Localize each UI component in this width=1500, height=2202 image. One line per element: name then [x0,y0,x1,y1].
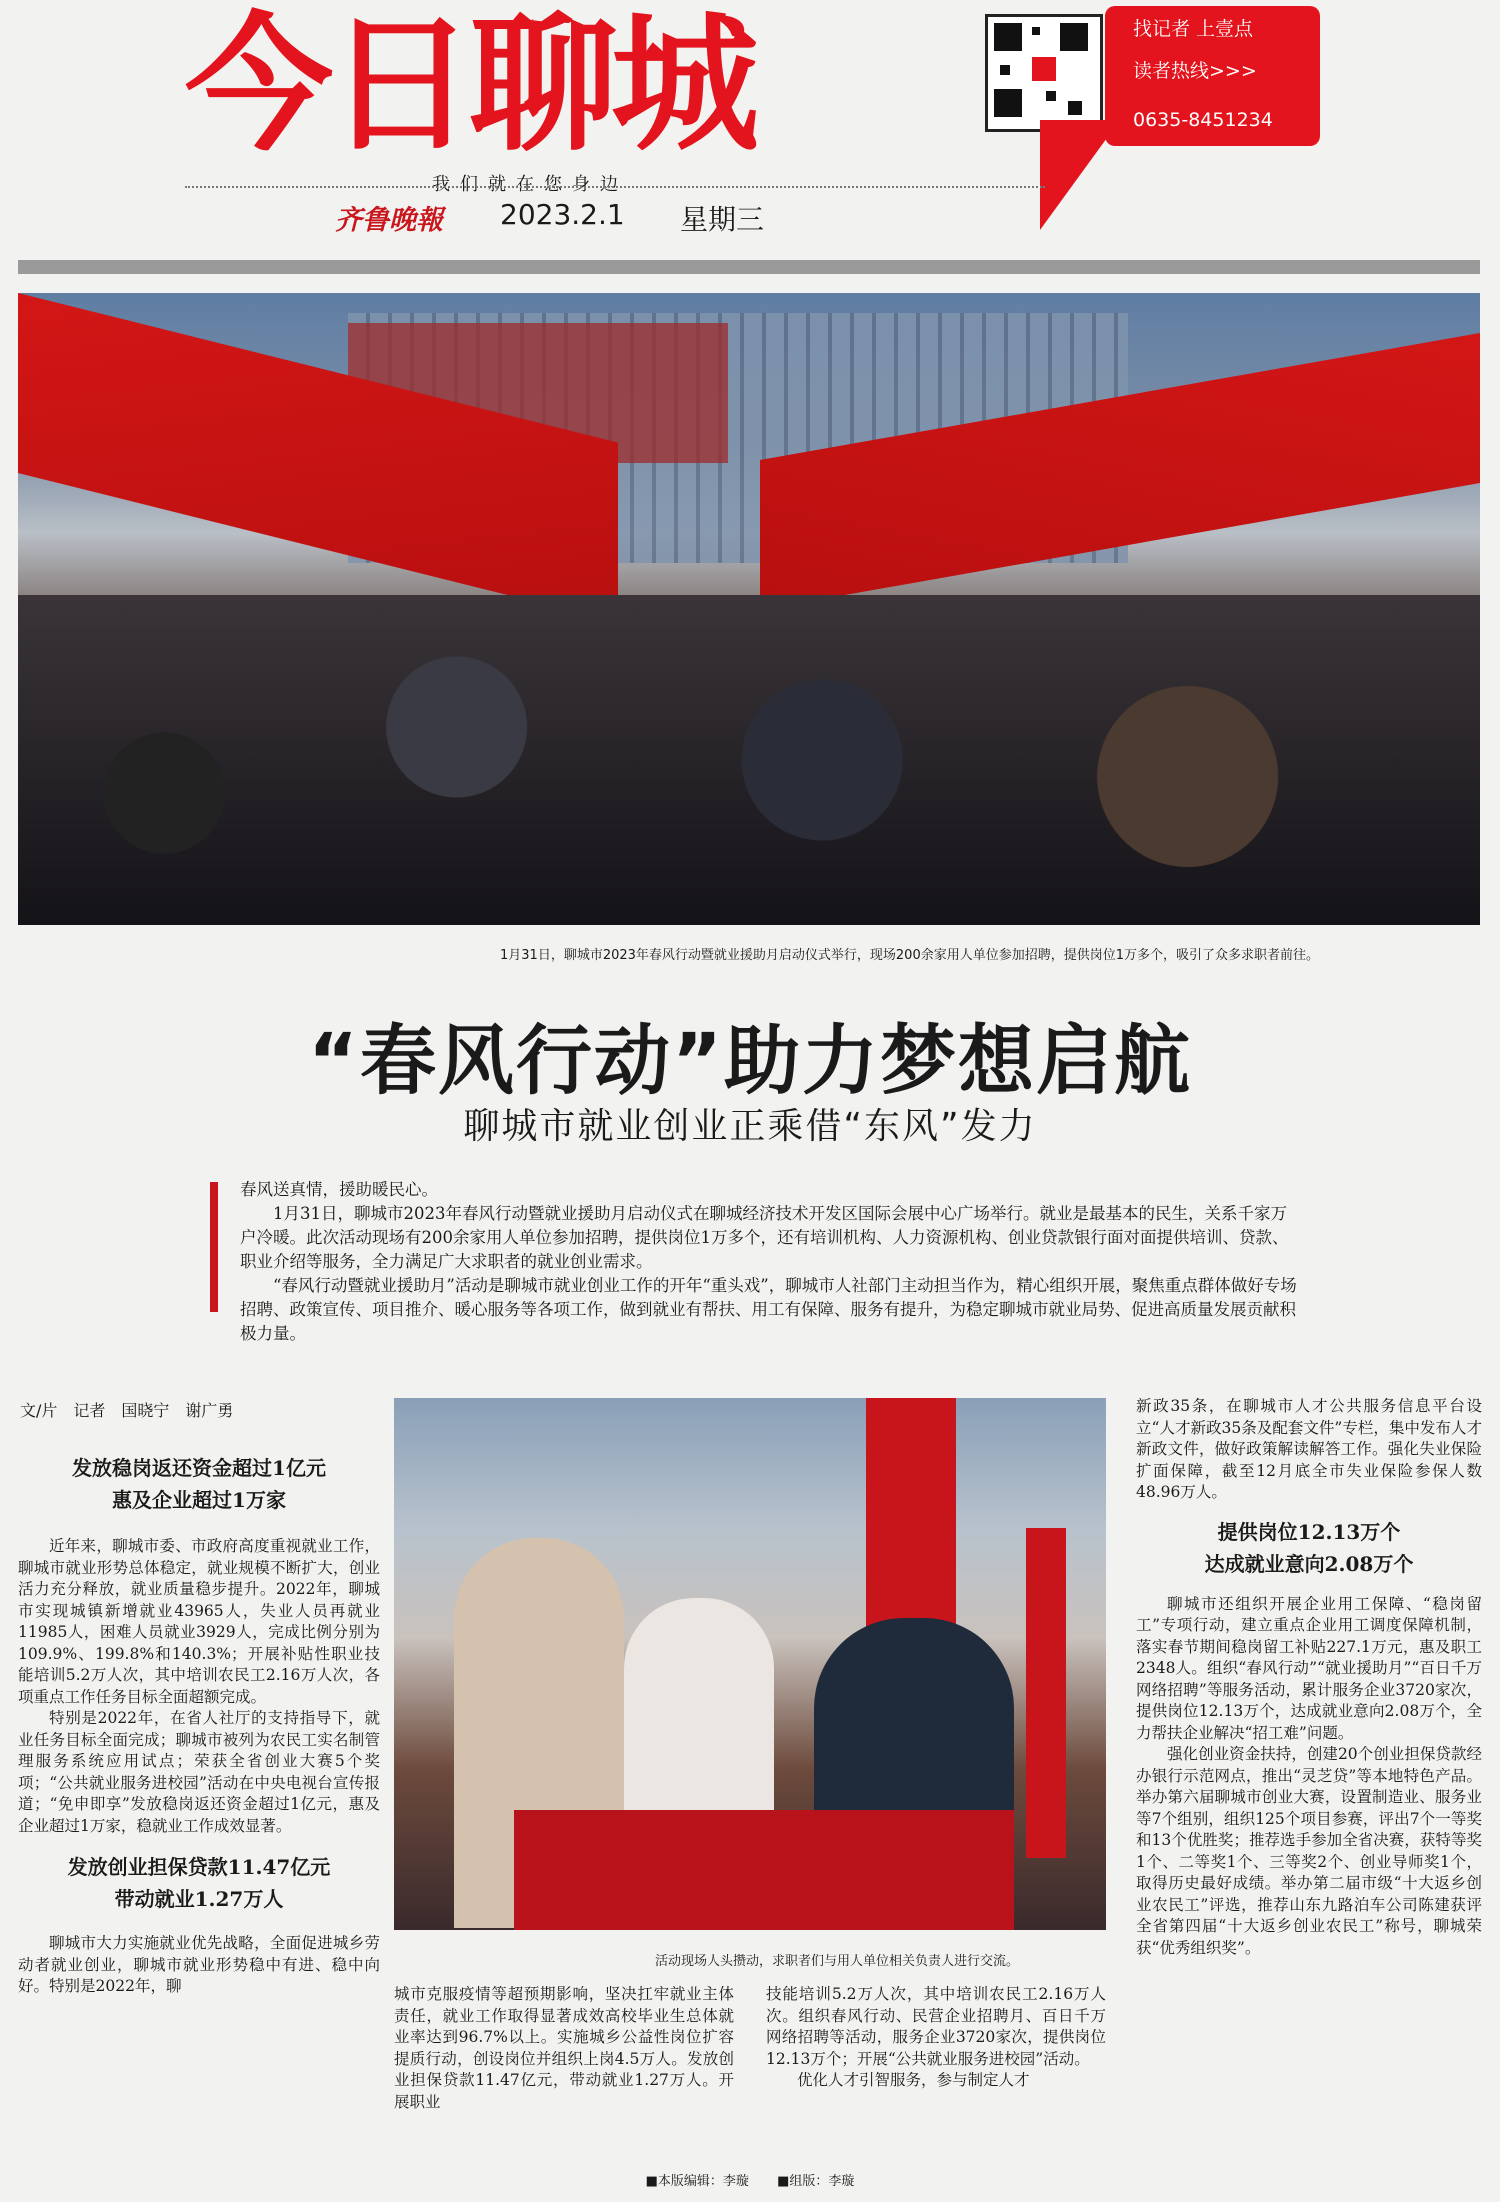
lead-paragraph: 1月31日，聊城市2023年春风行动暨就业援助月启动仪式在聊城经济技术开发区国际会展中心广场举行。就业是最基本的民生，关系千家万户冷暖。此次活动现场有200余家用人单位参加招聘，提供岗位1万多个，还有培训机构、人力资源机构、创业贷款银行面对面提供培训、贷款、职业介绍等服务，全力满足广大求职者的就业创业需求。 [240,1204,1289,1271]
column-3: 技能培训5.2万人次，其中培训农民工2.16万人次。组织春风行动、民营企业招聘月、百日千万网络招聘等活动，服务企业3720家次，提供岗位12.13万个；开展“公共就业服务进校园”活动。 优化人才引智服务，参与制定人才 [766,1985,1106,2089]
page-footer [0,2170,1500,2189]
masthead-slogan: 我们就在您身边 [432,174,628,195]
footer-editor: ■本版编辑：李璇 [645,2174,749,2189]
header-rule [18,260,1480,274]
mid-photo-caption: 活动现场人头攒动，求职者们与用人单位相关负责人进行交流。 [655,1954,1020,1969]
contact-reporter-text: 找记者 上壹点 [1133,18,1254,40]
column-1 [18,1452,380,1998]
main-photo-caption: 1月31日，聊城市2023年春风行动暨就业援助月启动仪式举行，现场200余家用人单位参加招聘，提供岗位1万多个，吸引了众多求职者前往。 [500,948,1319,963]
column-2: 城市克服疫情等超预期影响，坚决扛牢就业主体责任，就业工作取得显著成效高校毕业生总体就业率达到96.7%以上。实施城乡公益性岗位扩容提质行动，创设岗位并组织上岗4.5万人。发放创业担保贷款11.47亿元，带动就业1.27万人。开展职业 [394,1985,734,2111]
lead-paragraphs [240,1178,1300,1346]
masthead-title: 今日聊城 [185,0,753,171]
contact-bubble [1105,6,1320,146]
contact-hotline-label: 读者热线>>> [1133,60,1257,82]
mid-photo [394,1398,1106,1930]
section-title: 提供岗位12.13万个 达成就业意向2.08万个 [1204,1519,1414,1576]
masthead-divider [185,186,1045,188]
issue-weekday: 星期三 [680,203,765,236]
partner-logo: 齐鲁晚報 [335,205,443,236]
lead-accent-bar [210,1182,218,1312]
section-title: 发放创业担保贷款11.47亿元 带动就业1.27万人 [67,1855,331,1911]
section-body: 近年来，聊城市委、市政府高度重视就业工作，聊城市就业形势总体稳定，就业规模不断扩大，创业活力充分释放，就业质量稳步提升。2022年，聊城市实现城镇新增就业43965人，失业人员再就业11985人，困难人员就业3929人，完成比例分别为109.9%、199.8%和140.3%；开展补贴性职业技能培训5.2万人次，其中培训农民工2.16万人次，各项重点工作任务目标全面超额完成。 特别是2022年，在省人社厅的支持指导下，就业任务目标全面完成；聊城市被列为农民工实名制管理服务系统应用试点；荣获全省创业大赛5个奖项；“公共就业服务进校园”活动在中央电视台宣传报道；“免申即享”发放稳岗返还资金超过1亿元，惠及企业超过1万家，稳就业工作成效显著。 [18,1537,380,1835]
subhead: 聊城市就业创业正乘借“东风”发力 [463,1106,1037,1147]
byline: 文/片 记者 国晓宁 谢广勇 [20,1401,234,1420]
qr-code-icon[interactable] [985,14,1103,132]
lead-paragraph: “春风行动暨就业援助月”活动是聊城市就业创业工作的开年“重头戏”，聊城市人社部门主动担当作为，精心组织开展，聚焦重点群体做好专场招聘、政策宣传、项目推介、暖心服务等各项工作，做到就业有帮扶、用工有保障、服务有提升，为稳定聊城市就业局势、促进高质量发展贡献积极力量。 [240,1276,1297,1343]
section-body: 聊城市还组织开展企业用工保障、“稳岗留工”专项行动，建立重点企业用工调度保障机制，落实春节期间稳岗留工补贴227.1万元，惠及职工2348人。组织“春风行动”“就业援助月”“百日千万网络招聘”等服务活动，累计服务企业3720家次，提供岗位12.13万个，达成就业意向2.08万个，全力帮扶企业解决“招工难”问题。 强化创业资金扶持，创建20个创业担保贷款经办银行示范网点，推出“灵芝贷”等本地特色产品。举办第六届聊城市创业大赛，设置制造业、服务业等7个组别，组织125个项目参赛，评出7个一等奖和13个优胜奖；推荐选手参加全省决赛，获特等奖1个、二等奖1个、三等奖2个、创业导师奖1个，取得历史最好成绩。举办第二届市级“十大返乡创业农民工”评选，推荐山东九路泊车公司陈建获评全省第四届“十大返乡创业农民工”称号，聊城荣获“优秀组织奖”。 [1136,1594,1482,1957]
issue-date: 2023.2.1 [500,198,625,231]
lead-paragraph: 春风送真情，援助暖民心。 [240,1180,438,1199]
column-4 [1136,1396,1482,1959]
section-title: 发放稳岗返还资金超过1亿元 惠及企业超过1万家 [72,1456,326,1512]
section-body: 新政35条，在聊城市人才公共服务信息平台设立“人才新政35条及配套文件”专栏，集中发布人才新政文件，做好政策解读解答工作。强化失业保险扩面保障，截至12月底全市失业保险参保人数48.96万人。 [1136,1397,1482,1501]
headline: “春风行动”助力梦想启航 [308,1016,1192,1105]
contact-hotline-number[interactable]: 0635-8451234 [1133,109,1273,131]
footer-layout: ■组版：李璇 [777,2174,855,2189]
main-photo [18,293,1480,925]
section-body: 聊城市大力实施就业优先战略，全面促进城乡劳动者就业创业，聊城市就业形势稳中有进、稳中向好。特别是2022年，聊 [18,1934,380,1995]
